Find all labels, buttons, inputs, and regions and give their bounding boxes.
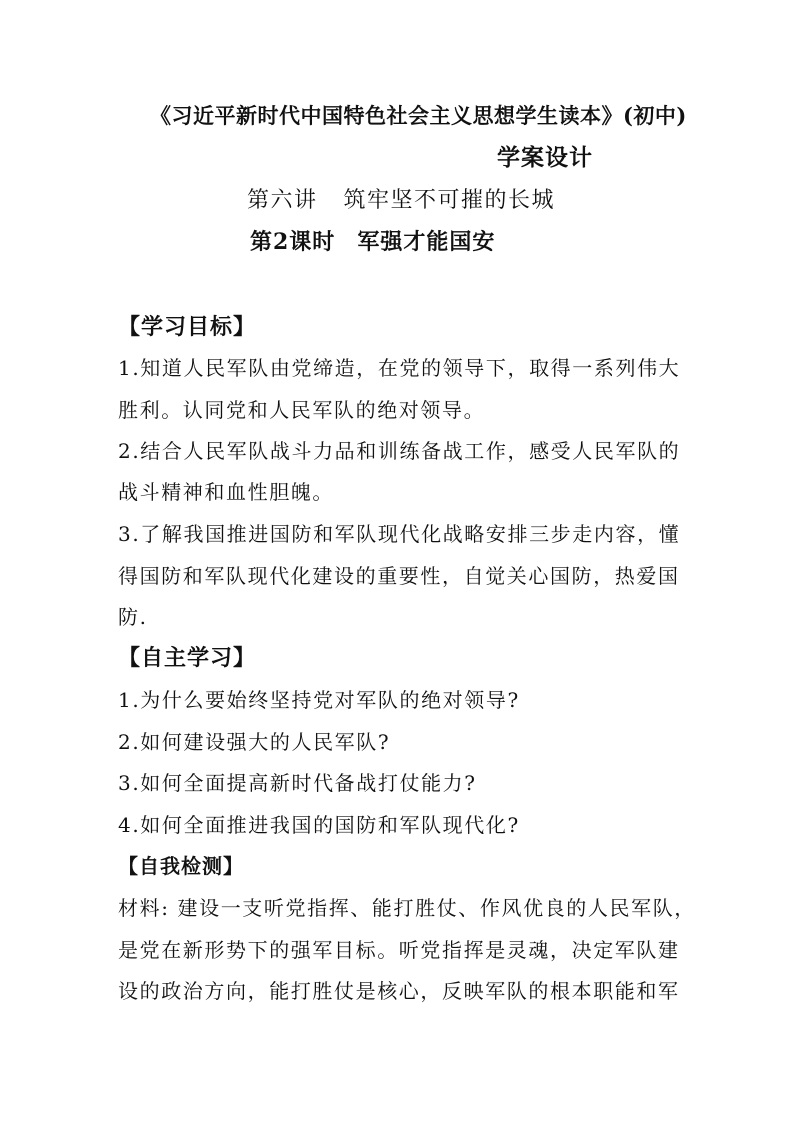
document-subtitle: 学案设计 (497, 144, 593, 171)
goals-line: 3.了解我国推进国防和军队现代化战略安排三步走内容，懂 (118, 522, 681, 546)
goals-line: 战斗精神和血性胆魄。 (118, 480, 334, 504)
self-check-line: 材料: 建设一支听党指挥、能打胜仗、作风优良的人民军队， (118, 896, 696, 920)
goals-line: 2.结合人民军队战斗力品和训练备战工作，感受人民军队的 (118, 439, 681, 463)
self-check-line: 设的政治方向，能打胜仗是核心，反映军队的根本职能和军 (118, 979, 680, 1003)
self-check-heading: 【自我检测】 (118, 854, 244, 878)
self-study-question: 3.如何全面提高新时代备战打仗能力? (118, 771, 477, 795)
lesson-heading (250, 228, 495, 256)
lecture-title: 筑牢坚不可摧的长城 (343, 188, 556, 213)
self-study-question: 4.如何全面推进我国的国防和军队现代化? (118, 813, 520, 837)
goals-line: 防. (118, 605, 148, 629)
lesson-number: 第2课时 (250, 229, 336, 255)
book-title: 《习近平新时代中国特色社会主义思想学生读本》(初中) (150, 103, 687, 128)
lecture-number: 第六讲 (247, 188, 318, 213)
self-study-question: 1.为什么要始终坚持党对军队的绝对领导? (118, 688, 520, 712)
self-check-line: 是党在新形势下的强军目标。听党指挥是灵魂，决定军队建 (118, 938, 680, 962)
lecture-heading (247, 187, 555, 215)
goals-heading: 【学习目标】 (118, 314, 257, 340)
goals-line: 胜利。认同党和人民军队的绝对领导。 (118, 398, 486, 422)
goals-line: 1.知道人民军队由党缔造，在党的领导下，取得一系列伟大 (118, 356, 681, 380)
self-study-heading: 【自主学习】 (118, 645, 257, 671)
lesson-title: 军强才能国安 (357, 229, 496, 255)
goals-line: 得国防和军队现代化建设的重要性，自觉关心国防，热爱国 (118, 564, 680, 588)
self-study-question: 2.如何建设强大的人民军队? (118, 730, 391, 754)
